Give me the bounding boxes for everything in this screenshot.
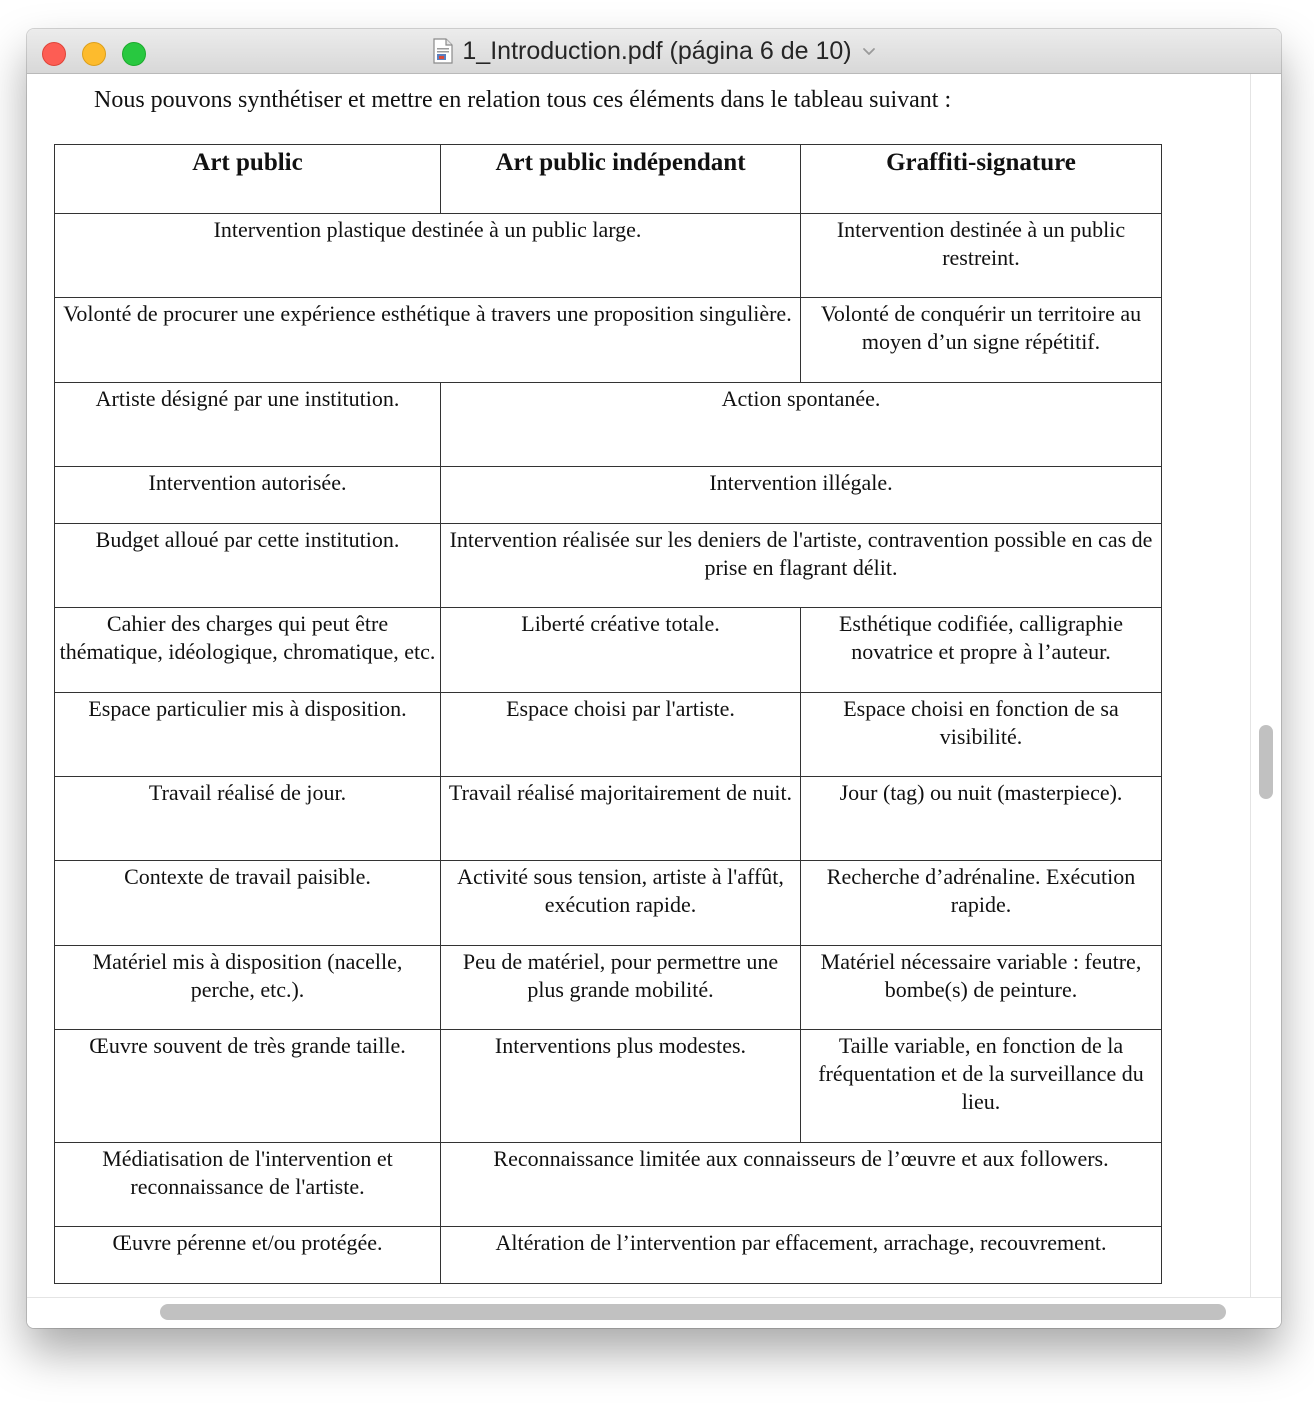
title-bar[interactable]	[27, 29, 1281, 74]
table-cell: Espace choisi en fonction de sa visibilité.	[801, 693, 1162, 777]
table-row	[55, 861, 1162, 946]
table-cell: Travail réalisé de jour.	[55, 777, 441, 861]
table-cell: Action spontanée.	[441, 383, 1162, 467]
table-cell: Esthétique codifiée, calligraphie novatrice et propre à l’auteur.	[801, 608, 1162, 693]
chevron-down-icon[interactable]	[862, 44, 876, 58]
table-cell: Travail réalisé majoritairement de nuit.	[441, 777, 801, 861]
table-row	[55, 1030, 1162, 1143]
synthesis-table	[54, 144, 1162, 1284]
pdf-document-icon	[432, 38, 454, 64]
table-cell: Budget alloué par cette institution.	[55, 524, 441, 608]
table-row	[55, 777, 1162, 861]
preview-window	[27, 29, 1281, 1328]
table-cell: Œuvre souvent de très grande taille.	[55, 1030, 441, 1143]
table-row	[55, 383, 1162, 467]
window-title[interactable]: 1_Introduction.pdf (página 6 de 10)	[462, 36, 852, 65]
table-cell: Médiatisation de l'intervention et reconnaissance de l'artiste.	[55, 1143, 441, 1227]
table-row	[55, 1227, 1162, 1284]
document-view[interactable]	[27, 74, 1251, 1298]
table-row	[55, 467, 1162, 524]
table-cell: Volonté de conquérir un territoire au moyen d’un signe répétitif.	[801, 298, 1162, 383]
table-cell: Cahier des charges qui peut être thématique, idéologique, chromatique, etc.	[55, 608, 441, 693]
horizontal-scrollbar[interactable]	[27, 1297, 1281, 1328]
table-cell: Intervention plastique destinée à un public large.	[55, 214, 801, 298]
header-art-public: Art public	[55, 145, 441, 214]
vertical-scroll-thumb[interactable]	[1259, 725, 1273, 799]
table-cell: Peu de matériel, pour permettre une plus grande mobilité.	[441, 946, 801, 1030]
table-cell: Intervention illégale.	[441, 467, 1162, 524]
table-cell: Activité sous tension, artiste à l'affût, exécution rapide.	[441, 861, 801, 946]
table-cell: Volonté de procurer une expérience esthétique à travers une proposition singulière.	[55, 298, 801, 383]
header-graffiti-signature: Graffiti-signature	[801, 145, 1162, 214]
table-row	[55, 298, 1162, 383]
table-row	[55, 608, 1162, 693]
horizontal-scroll-thumb[interactable]	[160, 1304, 1226, 1320]
vertical-scrollbar[interactable]	[1250, 74, 1281, 1298]
table-cell: Artiste désigné par une institution.	[55, 383, 441, 467]
table-row	[55, 1143, 1162, 1227]
table-cell: Intervention réalisée sur les deniers de l'artiste, contravention possible en cas de prise en flagrant délit.	[441, 524, 1162, 608]
table-cell: Intervention destinée à un public restreint.	[801, 214, 1162, 298]
table-row	[55, 524, 1162, 608]
table-cell: Recherche d’adrénaline. Exécution rapide.	[801, 861, 1162, 946]
table-cell: Reconnaissance limitée aux connaisseurs de l’œuvre et aux followers.	[441, 1143, 1162, 1227]
table-cell: Espace particulier mis à disposition.	[55, 693, 441, 777]
table-row	[55, 214, 1162, 298]
table-cell: Espace choisi par l'artiste.	[441, 693, 801, 777]
table-cell: Intervention autorisée.	[55, 467, 441, 524]
table-body	[55, 214, 1162, 1284]
intro-paragraph: Nous pouvons synthétiser et mettre en relation tous ces éléments dans le tableau suivant :	[94, 87, 952, 113]
table-cell: Matériel nécessaire variable : feutre, bombe(s) de peinture.	[801, 946, 1162, 1030]
table-cell: Œuvre pérenne et/ou protégée.	[55, 1227, 441, 1284]
table-cell: Liberté créative totale.	[441, 608, 801, 693]
header-art-public-independant: Art public indépendant	[441, 145, 801, 214]
table-header-row	[55, 145, 1162, 214]
table-cell: Contexte de travail paisible.	[55, 861, 441, 946]
table-cell: Matériel mis à disposition (nacelle, perche, etc.).	[55, 946, 441, 1030]
table-row	[55, 693, 1162, 777]
table-cell: Altération de l’intervention par effacement, arrachage, recouvrement.	[441, 1227, 1162, 1284]
table-cell: Taille variable, en fonction de la fréquentation et de la surveillance du lieu.	[801, 1030, 1162, 1143]
table-row	[55, 946, 1162, 1030]
table-cell: Interventions plus modestes.	[441, 1030, 801, 1143]
table-cell: Jour (tag) ou nuit (masterpiece).	[801, 777, 1162, 861]
